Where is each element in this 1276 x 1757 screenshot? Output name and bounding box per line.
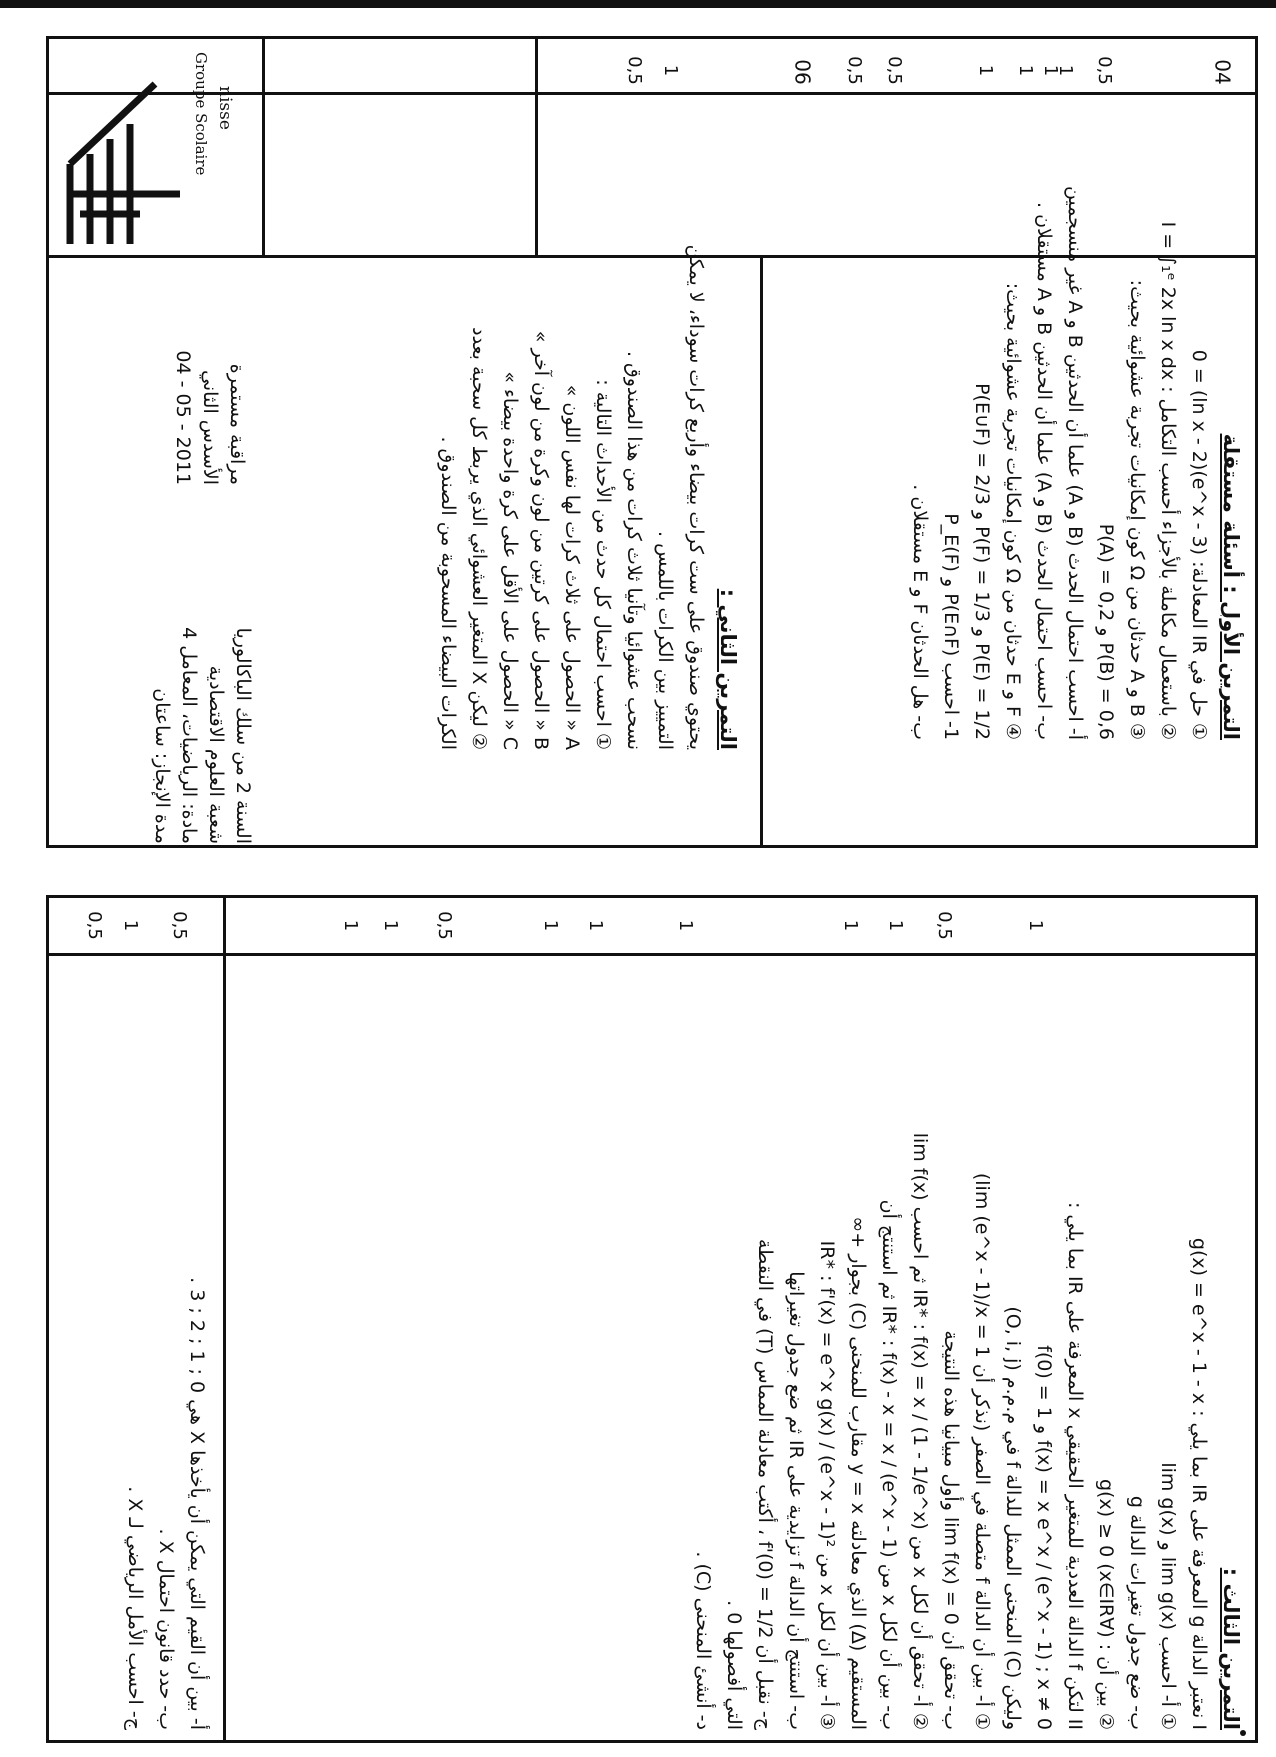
ex2-line: C « الحصول على الأقل على كرة واحدة بيضاء » xyxy=(499,371,521,750)
ex1-line: 1- احسب P(E∩F) و P_E(F) xyxy=(940,513,962,740)
exercise-3 xyxy=(238,960,1248,1730)
pen-mark xyxy=(1240,1730,1246,1736)
ex1-line: ب- هل الحدثان F و E مستقلان . xyxy=(909,484,931,740)
ex3-grade: 1 xyxy=(1025,919,1047,932)
ex2-line: يحتوي صندوق على ست كرات بيضاء وأربع كرات سوداء، لا يمكن xyxy=(685,244,707,750)
ex3-grade: 1 xyxy=(380,919,402,932)
ex3-line: ب- ضع جدول تغيرات الدالة g xyxy=(1126,1495,1148,1730)
ex1-line: ③ B و A حدثان من Ω كون إمكانيات تجربة عشوائية بحيث: xyxy=(1126,279,1148,740)
ex2c-line: أ- بين أن القيم التي يمكن أن يأخذها X هي 0 ; 1 ; 2 ; 3 . xyxy=(186,1277,208,1730)
level-line: السنة 2 من سلك الباكالوريا xyxy=(232,627,254,844)
ex1-grade: 1 xyxy=(660,64,682,77)
ex1-line: P(E) = 1/2 و P(F) = 1/3 و P(E∪F) = 2/3 xyxy=(971,383,993,740)
duration-line: مدة الإنجاز: ساعتان xyxy=(151,688,173,844)
left-body-split xyxy=(223,895,226,1743)
ex3-line: ج- نقبل أن f'(0) = 1/2 ، أكتب معادلة المماس (T) في النقطة xyxy=(754,1238,776,1730)
ex2c-grade: 1 xyxy=(120,919,142,932)
ex1-grade: 0,5 xyxy=(843,56,865,85)
subject-line: مادة: الرياضيات، المعامل 4 xyxy=(178,627,200,844)
branch-line: شعبة العلوم الاقتصادية xyxy=(205,665,227,844)
ex3-line: ② أ- تحقق أن لكل x من IR* : f(x) = x / (1 - 1/e^x) ثم احسب lim f(x) xyxy=(909,1132,931,1730)
ex2-grade: 1 xyxy=(1055,64,1077,77)
ex3-line: التي أفصولها 0 . xyxy=(723,1600,745,1730)
ex1-line: ④ F و E حدثان من Ω كون إمكانيات تجربة عشوائية بحيث: xyxy=(1002,282,1024,740)
ex2-line: نسحب عشوائيا وتآنيا ثلاث كرات من هذا الصندوق . xyxy=(623,350,645,750)
ex1-grade: 0,5 xyxy=(1093,56,1115,85)
ex1-grade: 0,5 xyxy=(623,56,645,85)
ex3-line: ب- تحقق أن lim f(x) = 0 وأول مبيانيا هذه النتيجة xyxy=(940,1330,962,1730)
exam-type: مراقبة مستمرة xyxy=(226,363,248,485)
exercise-3-title: التمرين الثالث : xyxy=(1219,1567,1243,1730)
ex3-grade: 1 xyxy=(885,919,907,932)
ex2c-grade: 0,5 xyxy=(83,911,105,940)
logo-subtitle: Groupe Scolaire xyxy=(192,52,210,176)
ex2-line: B « الحصول على كرتين من لون وكرة من لون آخر » xyxy=(530,330,552,750)
ex1-line: ب- احسب احتمال الحدث (B و A) علما أن الحدثين B و A مستقلان . xyxy=(1033,202,1055,740)
exercise-2-title: التمرين الثاني : xyxy=(716,588,740,750)
ex2-grade: 1 xyxy=(1015,64,1037,77)
ex3-line: ① أ- بين أن الدالة f متصلة في الصفر (نذكر أن lim (e^x - 1)/x = 1) xyxy=(971,1172,993,1730)
exercise-2 xyxy=(248,770,1248,840)
ex1-line: ② باستعمال مكاملة بالأجزاء أحسب التكامل : I = ∫₁ᵉ 2x ln x dx xyxy=(1157,221,1179,740)
ex2-points-total: 06 xyxy=(790,59,815,85)
ex3-line: المستقيم (Δ) الذي معادلته y = x مقارب للمنحنى (C) بجوار +∞ xyxy=(847,1216,869,1730)
ex2-line: الكرات البيضاء المسحوبة من الصندوق . xyxy=(437,436,459,750)
ex3-grade: 0,5 xyxy=(933,911,955,940)
exercise-2-continued xyxy=(52,960,212,1730)
ex3-grade: 1 xyxy=(840,919,862,932)
ex2-line: A « الحصول على ثلاث كرات لها نفس اللون » xyxy=(561,384,583,750)
ex2-line: ② ليكن X المتغير العشوائي الذي يربط كل سحبة بعدد xyxy=(468,327,490,750)
exercise-2-body xyxy=(55,100,745,750)
scan-edge xyxy=(0,0,1276,8)
ex3-line: f(x) = x e^x / (e^x - 1) ; x ≠ 0 و f(0) = 1 xyxy=(1033,1345,1055,1730)
ex2c-line: ب- حدد قانون احتمال X . xyxy=(155,1528,177,1730)
exam-date: 2011 - 05 - 04 xyxy=(172,350,194,485)
ex1-points-total: 04 xyxy=(1210,59,1235,85)
ex1-grade: 1 xyxy=(1040,64,1062,77)
ex3-line: II لتكن f الدالة العددية للمتغير الحقيقي x المعرفة على IR بما يلي : xyxy=(1064,1201,1086,1730)
ex3-grade: 1 xyxy=(585,919,607,932)
ex3-line: ① أ- احسب lim g(x) و lim g(x) xyxy=(1157,1462,1179,1730)
ex2c-line: ج- احسب الأمل الرياضي لـ X . xyxy=(124,1486,146,1730)
ex2-line: التمييز بين الكرات باللمس . xyxy=(654,531,676,750)
ex1-line: P(B) = 0,6 و P(A) = 0,2 xyxy=(1095,523,1117,740)
ex3-grade: 1 xyxy=(340,919,362,932)
left-grade-column-line xyxy=(46,953,1258,956)
exam-semester: الأسدس الثاني xyxy=(199,370,221,485)
ex1-grade: 0,5 xyxy=(883,56,905,85)
ex3-line: ③ أ- بين أن لكل x من IR* : f'(x) = e^x g(x) / (e^x - 1)² xyxy=(816,1240,838,1730)
ex3-line: د- أنشئ المنحنى (C) . xyxy=(692,1551,714,1730)
ex3-line: وليكن (C) المنحنى الممثل للدالة f في م.م.م (O, i, j) xyxy=(1002,1306,1024,1730)
ex3-line: ② بين أن : (∀x∈IR) g(x) ≥ 0 xyxy=(1095,1478,1117,1730)
ex3-grade: 1 xyxy=(540,919,562,932)
ex2-line: ① احسب احتمال كل حدث من الأحداث التالية : xyxy=(592,379,614,750)
exercise-1-title: التمرين الأول : أسئلة مستقلة xyxy=(1219,433,1243,740)
ex3-line: ب- استنتج أن الدالة f تزايدية على IR ثم ضع جدول تغيراتها xyxy=(785,1271,807,1730)
ex3-grade: 0,5 xyxy=(433,911,455,940)
logo-name: nisse xyxy=(215,86,235,130)
ex3-grade: 1 xyxy=(675,919,697,932)
ex1-line: أ- احسب احتمال الحدث (B و A) علما أن الحدثين B و A غير منسجمين xyxy=(1064,185,1086,740)
ex2c-grade: 0,5 xyxy=(168,911,190,940)
ex3-line: I نعتبر الدالة g المعرفة على IR بما يلي : g(x) = e^x - 1 - x xyxy=(1188,1237,1210,1730)
ex2-grade: 1 xyxy=(975,64,997,77)
ex1-line: ① حل في IR المعادلة: (e^x - 3)(ln x - 2) = 0 xyxy=(1188,349,1210,740)
ex3-line: ب- بين أن لكل x من IR* : f(x) - x = x / (e^x - 1) ثم استنتج أن xyxy=(878,1199,900,1730)
